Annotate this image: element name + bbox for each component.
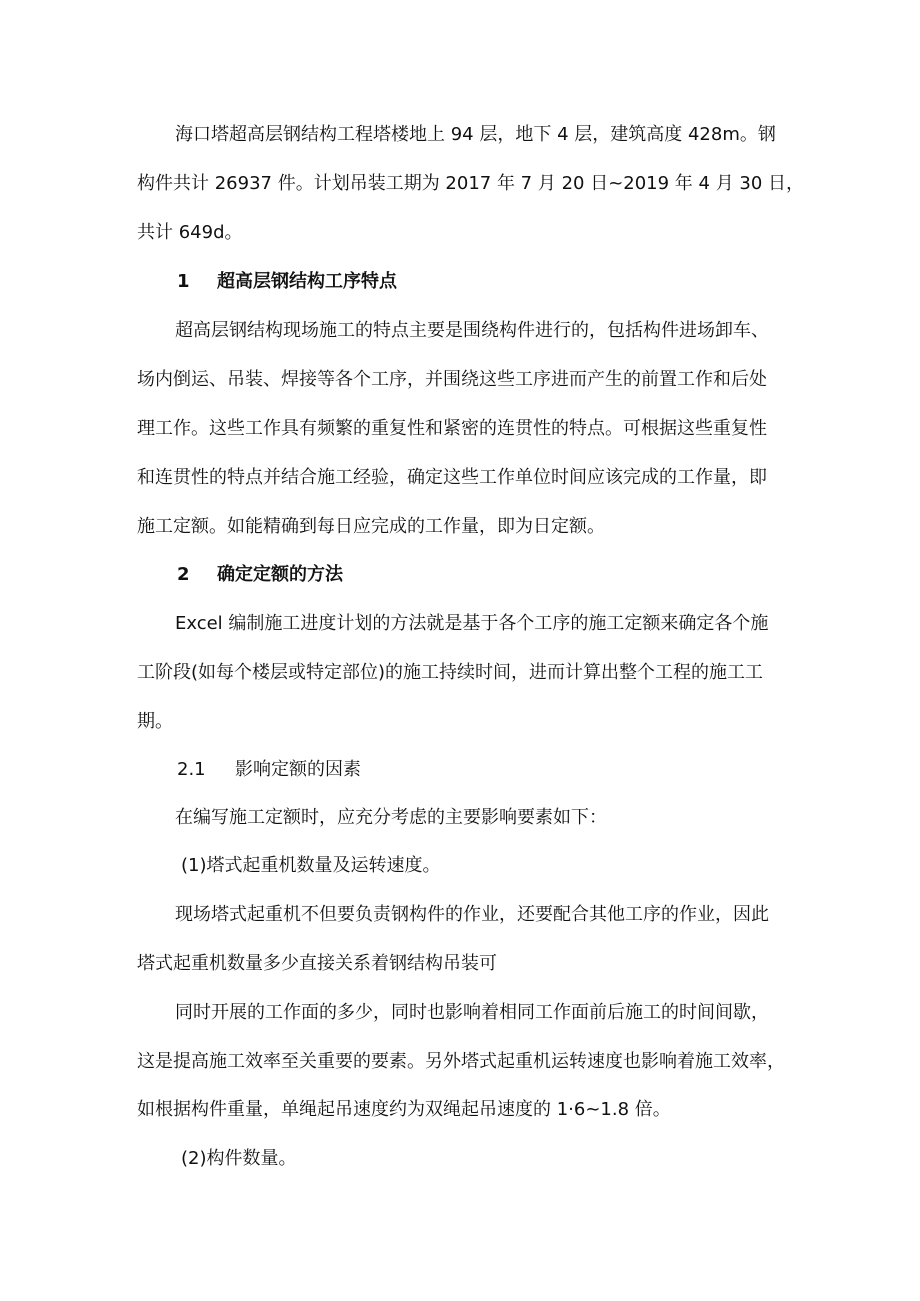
paragraph-1-line-3: 共计 649d。	[137, 222, 243, 243]
section-1-number: 1	[177, 271, 190, 292]
list-item-1: (1)塔式起重机数量及运转速度。	[181, 855, 441, 876]
section-1-title: 超高层钢结构工序特点	[217, 271, 397, 292]
paragraph-5-line-2: 塔式起重机数量多少直接关系着钢结构吊装可	[137, 953, 497, 974]
paragraph-1-line-1: 海口塔超高层钢结构工程塔楼地上 94 层，地下 4 层，建筑高度 428m。钢	[175, 124, 776, 145]
section-2-1-number: 2.1	[177, 759, 206, 780]
paragraph-2-line-1: 超高层钢结构现场施工的特点主要是围绕构件进行的，包括构件进场卸车、	[175, 320, 769, 341]
section-1-heading	[177, 270, 397, 294]
paragraph-4: 在编写施工定额时，应充分考虑的主要影响要素如下：	[175, 807, 607, 828]
section-2-number: 2	[177, 564, 190, 585]
paragraph-3-line-2: 工阶段(如每个楼层或特定部位)的施工持续时间，进而计算出整个工程的施工工	[137, 662, 764, 683]
paragraph-6-line-1: 同时开展的工作面的多少，同时也影响着相同工作面前后施工的时间间歇，	[175, 1002, 769, 1023]
paragraph-3-line-1: Excel 编制施工进度计划的方法就是基于各个工序的施工定额来确定各个施	[175, 613, 769, 634]
paragraph-3-line-3: 期。	[137, 711, 173, 732]
paragraph-5-line-1: 现场塔式起重机不但要负责钢构件的作业，还要配合其他工序的作业，因此	[175, 904, 769, 925]
section-2-1-title: 影响定额的因素	[235, 759, 361, 780]
paragraph-1-line-2: 构件共计 26937 件。计划吊装工期为 2017 年 7 月 20 日~2019 年 4 月 30 日，	[137, 173, 805, 194]
section-2-1-heading	[177, 758, 361, 782]
paragraph-6-line-2: 这是提高施工效率至关重要的要素。另外塔式起重机运转速度也影响着施工效率，	[137, 1051, 785, 1072]
paragraph-2-line-2: 场内倒运、吊装、焊接等各个工序，并围绕这些工序进而产生的前置工作和后处	[137, 369, 767, 390]
paragraph-6-line-3: 如根据构件重量，单绳起吊速度约为双绳起吊速度的 1·6~1.8 倍。	[137, 1099, 671, 1120]
section-2-heading	[177, 563, 343, 587]
section-2-title: 确定定额的方法	[217, 564, 343, 585]
list-item-2: (2)构件数量。	[181, 1148, 297, 1169]
paragraph-2-line-4: 和连贯性的特点并结合施工经验，确定这些工作单位时间应该完成的工作量，即	[137, 467, 767, 488]
paragraph-2-line-5: 施工定额。如能精确到每日应完成的工作量，即为日定额。	[137, 516, 605, 537]
paragraph-2-line-3: 理工作。这些工作具有频繁的重复性和紧密的连贯性的特点。可根据这些重复性	[137, 418, 767, 439]
